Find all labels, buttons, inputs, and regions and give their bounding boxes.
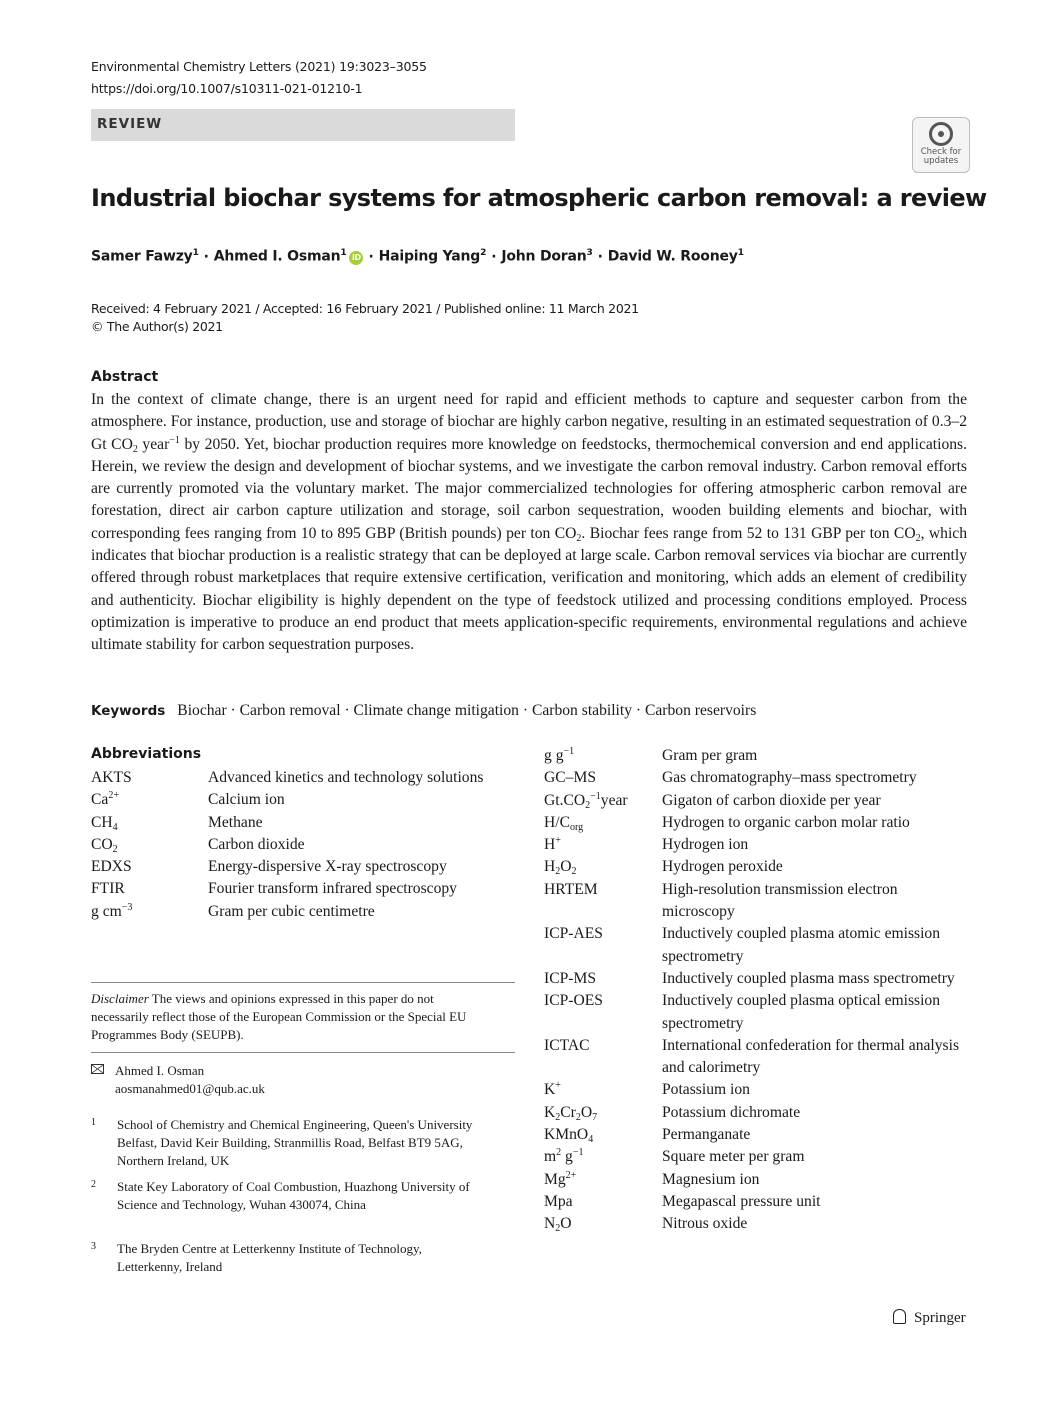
abstract-heading: Abstract: [91, 369, 159, 385]
disclaimer: [91, 990, 491, 1044]
superscript: 2+: [565, 1169, 577, 1181]
abbreviation-term-part: O: [560, 858, 572, 876]
abbreviation-term: [544, 990, 662, 1035]
abbreviation-row: [544, 745, 967, 767]
subscript: 2: [576, 532, 582, 544]
abbreviation-row: [544, 812, 967, 834]
abbreviation-term: [544, 1124, 662, 1146]
author-affiliation-mark: 1: [340, 248, 347, 258]
abbreviation-definition: Magnesium ion: [662, 1170, 760, 1188]
author-name[interactable]: Haiping Yang: [378, 248, 481, 265]
history-dates: Received: 4 February 2021 / Accepted: 16 February 2021 / Published online: 11 March 2021: [91, 301, 639, 316]
abbreviation-definition: Square meter per gram: [662, 1148, 805, 1166]
check-for-updates-button[interactable]: [912, 117, 970, 173]
subscript: 4: [112, 821, 118, 833]
abbreviation-definition: Gas chromatography–mass spectrometry: [662, 769, 917, 787]
abbreviation-definition: Fourier transform infrared spectroscopy: [208, 880, 457, 898]
author-separator: ·: [368, 248, 374, 265]
abstract-text: [91, 389, 967, 657]
abbreviation-term: [544, 767, 662, 789]
author-separator: ·: [597, 248, 603, 265]
divider: [91, 1052, 515, 1053]
abbreviation-term-part: O: [560, 1215, 572, 1233]
abbreviation-definition: Inductively coupled plasma optical emission spectrometry: [662, 992, 941, 1032]
abbreviation-term: [91, 901, 208, 923]
abbreviation-row: [91, 856, 508, 878]
abbreviation-term: [91, 856, 208, 878]
abbreviation-row: [544, 790, 967, 812]
abbreviation-term-part: O: [580, 1103, 593, 1121]
abbreviation-term: [544, 834, 662, 856]
disclaimer-label: Disclaimer: [91, 991, 149, 1006]
abbreviation-definition: Energy-dispersive X-ray spectroscopy: [208, 858, 447, 876]
abbreviation-term-part: g g: [544, 747, 564, 764]
abbreviation-term: [544, 812, 662, 834]
author-affiliation-mark: 1: [192, 248, 199, 258]
abbreviation-row: [544, 1191, 967, 1213]
abbreviation-term-part: EDXS: [91, 858, 132, 876]
abbreviation-row: [91, 878, 508, 900]
subscript: 2: [112, 843, 118, 855]
abstract-part: In the context of climate change, there is an urgent need for rapid and efficient methods to capture and sequester carbon from the atmosphere. For instance, production, use and storage of biochar are highly carbon negative, resulting in an estimated sequestration of 0.3–2 Gt CO: [91, 391, 967, 453]
orcid-icon[interactable]: iD: [349, 251, 363, 265]
copyright-line: © The Author(s) 2021: [91, 319, 223, 334]
journal-citation: Environmental Chemistry Letters (2021) 19:3023–3055: [91, 59, 427, 74]
abbreviation-definition: High-resolution transmission electron microscopy: [662, 880, 898, 921]
subscript: 2: [555, 1223, 561, 1235]
abbreviation-definition: Hydrogen to organic carbon molar ratio: [662, 813, 910, 831]
abbreviation-term: [544, 1035, 662, 1080]
crossmark-icon: [929, 122, 953, 146]
abbreviation-term-part: H: [544, 836, 556, 854]
author-affiliation-mark: 3: [586, 248, 593, 258]
abbreviation-definition: Hydrogen ion: [662, 836, 749, 854]
abbreviation-row: [91, 901, 508, 923]
abbreviation-term: [91, 812, 208, 834]
abbreviation-row: [91, 834, 508, 856]
keywords: [91, 702, 756, 720]
abbreviation-term-part: K: [544, 1103, 556, 1121]
abbreviation-term-part: Gt.CO: [544, 791, 586, 809]
abbreviation-row: [544, 1102, 967, 1124]
author-affiliation-mark: 1: [737, 248, 744, 258]
abbreviation-term-part: HRTEM: [544, 880, 598, 898]
abbreviation-term: [544, 1102, 662, 1124]
abbreviation-term-part: Mpa: [544, 1192, 573, 1210]
abbreviation-definition: Carbon dioxide: [208, 835, 305, 853]
abbreviation-row: [544, 968, 967, 990]
subscript: 2: [571, 866, 577, 878]
abbreviation-row: [91, 789, 508, 811]
superscript: +: [555, 1080, 561, 1092]
abbreviation-definition: International confederation for thermal analysis and calorimetry: [662, 1036, 960, 1077]
superscript: 2+: [108, 790, 119, 802]
affiliation-number: 1: [91, 1117, 96, 1128]
abbreviation-definition: Calcium ion: [208, 791, 285, 809]
abbreviation-term-part: ICP-MS: [544, 969, 596, 987]
divider: [91, 982, 515, 983]
abbreviation-definition: Inductively coupled plasma mass spectrometry: [662, 969, 955, 987]
section-label: REVIEW: [97, 116, 163, 132]
subscript: org: [570, 821, 584, 833]
subscript: 2: [555, 1111, 561, 1123]
abbreviation-row: [544, 767, 967, 789]
superscript: 2: [556, 1147, 562, 1159]
abbreviation-definition: Hydrogen peroxide: [662, 858, 783, 876]
abbreviation-term-part: ICTAC: [544, 1036, 590, 1054]
abbreviation-row: [544, 1035, 967, 1080]
abbreviation-row: [544, 856, 967, 878]
abbreviation-term-part: N: [544, 1215, 556, 1233]
abbreviation-term: [91, 878, 208, 900]
abbreviation-term: [544, 968, 662, 990]
contact-name: Ahmed I. Osman: [115, 1063, 205, 1078]
abbreviation-term: [544, 1213, 662, 1235]
keywords-list: Biochar · Carbon removal · Climate change mitigation · Carbon stability · Carbon reservoirs: [177, 702, 757, 719]
abbreviation-term: [544, 856, 662, 878]
abbreviation-term: [544, 1169, 662, 1191]
abbreviation-definition: Advanced kinetics and technology solutions: [208, 769, 484, 786]
affiliation-number: 3: [91, 1241, 96, 1252]
contact-email[interactable]: aosmanahmed01@qub.ac.uk: [115, 1081, 265, 1096]
affiliation-number: 2: [91, 1179, 96, 1190]
abbreviation-term-part: ICP-AES: [544, 925, 603, 943]
abbreviation-term: [91, 767, 208, 789]
springer-horse-icon: [893, 1309, 906, 1324]
doi-link[interactable]: https://doi.org/10.1007/s10311-021-01210-1: [91, 81, 363, 96]
abbreviation-definition: Inductively coupled plasma atomic emission spectrometry: [662, 925, 941, 965]
subscript: 4: [588, 1134, 594, 1146]
abbreviations-right-column: [544, 745, 967, 1236]
abbreviation-term: [91, 834, 208, 856]
abbreviation-definition: Gram per cubic centimetre: [208, 902, 375, 920]
superscript: −1: [563, 746, 575, 757]
abbreviation-row: [544, 1124, 967, 1146]
abbreviation-term-part: Cr: [560, 1103, 576, 1121]
journal-header: [91, 56, 427, 100]
disclaimer-text: The views and opinions expressed in this paper do not necessarily reflect those of the European Commission or the Special EU Programmes Body (SEUPB).: [91, 991, 467, 1042]
abstract-part: year: [137, 435, 170, 453]
abbreviation-term: [544, 879, 662, 924]
abbreviation-definition: Potassium ion: [662, 1081, 750, 1099]
abbreviation-term-part: CH: [91, 813, 113, 831]
abbreviation-term-part: ICP-OES: [544, 992, 603, 1010]
abbreviation-definition: Methane: [208, 813, 263, 831]
subscript: 2: [575, 1111, 581, 1123]
abbreviation-term: [544, 1079, 662, 1101]
subscript: 2: [132, 443, 138, 455]
abbreviation-term-part: year: [600, 791, 628, 809]
abbreviation-term-part: FTIR: [91, 880, 125, 898]
abbreviation-term-part: H/C: [544, 813, 570, 831]
abbreviation-definition: Gigaton of carbon dioxide per year: [662, 791, 881, 809]
author-name[interactable]: Samer Fawzy: [91, 248, 193, 265]
abbreviation-row: [544, 1169, 967, 1191]
author-separator: ·: [203, 248, 209, 265]
abbreviation-term: [91, 789, 208, 811]
abbreviation-row: [544, 834, 967, 856]
abbreviation-row: [544, 1079, 967, 1101]
author-name[interactable]: John Doran: [501, 248, 587, 265]
abbreviations-heading: Abbreviations: [91, 746, 202, 762]
abstract-part: . Biochar fees range from 52 to 131 GBP per ton CO: [581, 524, 916, 542]
superscript: −3: [121, 901, 133, 913]
publisher-name: Springer: [914, 1310, 966, 1326]
abbreviation-term: [544, 923, 662, 968]
superscript: −1: [572, 1147, 584, 1159]
subscript: 2: [585, 799, 591, 811]
subscript: 7: [592, 1111, 598, 1123]
abbreviation-row: [91, 767, 508, 789]
abbreviation-row: [544, 990, 967, 1035]
author-affiliation-mark: 2: [480, 248, 487, 258]
abbreviation-term-part: CO: [91, 835, 113, 853]
check-updates-label: Check for updates: [920, 147, 962, 166]
affiliation-text: School of Chemistry and Chemical Engineering, Queen's University Belfast, David Keir Building, Stranmillis Road, Belfast BT9 5AG, Northern Ireland, UK: [117, 1117, 473, 1168]
keywords-label: Keywords: [91, 703, 166, 719]
abbreviation-term: [544, 745, 662, 767]
subscript: 2: [555, 866, 561, 878]
abbreviation-row: [91, 812, 508, 834]
affiliation-text: The Bryden Centre at Letterkenny Institute of Technology, Letterkenny, Ireland: [117, 1241, 422, 1274]
abbreviation-term-part: K: [544, 1081, 556, 1099]
superscript: +: [555, 835, 561, 847]
abstract-part: by 2050. Yet, biochar production requires more knowledge on feedstocks, thermochemical conversion and end applications. Herein, we review the design and development of biochar systems, and we investigate the carbon removal industry. Carbon removal efforts are currently promoted via the voluntary market. The major commercialized technologies for offering atmospheric carbon removal are forestation, direct air carbon capture utilization and storage, soil carbon sequestration, wooden building elements and biochar, with corresponding fees ranging from 10 to 895 GBP (British pounds) per ton CO: [91, 435, 968, 542]
publication-dates: [91, 300, 639, 336]
superscript: −1: [590, 790, 601, 802]
abbreviation-term: [544, 1146, 662, 1168]
abbreviation-term: [544, 1191, 662, 1213]
abbreviation-definition: Gram per gram: [662, 747, 758, 764]
abbreviations-left-column: [91, 767, 508, 923]
abbreviation-definition: Nitrous oxide: [662, 1215, 748, 1233]
article-title: Industrial biochar systems for atmospheric carbon removal: a review: [91, 184, 987, 212]
abbreviation-term-part: GC–MS: [544, 769, 596, 787]
abbreviation-term: [544, 790, 662, 812]
abbreviation-term-part: Mg: [544, 1170, 566, 1188]
superscript: −1: [169, 434, 180, 446]
author-name[interactable]: Ahmed I. Osman: [213, 248, 341, 265]
author-name[interactable]: David W. Rooney: [607, 248, 738, 265]
abbreviation-term-part: Ca: [91, 791, 109, 809]
abbreviation-term-part: g cm: [91, 902, 122, 920]
abbreviation-term-part: g: [561, 1148, 573, 1166]
author-separator: ·: [491, 248, 497, 265]
abbreviation-row: [544, 1213, 967, 1235]
abbreviation-definition: Potassium dichromate: [662, 1103, 801, 1121]
abbreviation-row: [544, 879, 967, 924]
abbreviation-row: [544, 923, 967, 968]
abbreviation-definition: Permanganate: [662, 1126, 751, 1144]
abbreviation-term-part: H: [544, 858, 556, 876]
envelope-icon: [91, 1064, 104, 1074]
subscript: 2: [915, 532, 921, 544]
author-list: [91, 248, 744, 265]
abbreviation-row: [544, 1146, 967, 1168]
abbreviation-term-part: KMnO: [544, 1126, 589, 1144]
section-banner: [91, 109, 515, 141]
abbreviation-term-part: m: [544, 1148, 557, 1166]
abbreviation-definition: Megapascal pressure unit: [662, 1192, 821, 1210]
affiliation-text: State Key Laboratory of Coal Combustion, Huazhong University of Science and Technology, Wuhan 430074, China: [117, 1179, 470, 1212]
springer-logo[interactable]: [893, 1309, 966, 1327]
abstract-part: , which indicates that biochar production is a realistic strategy that can be deployed at large scale. Carbon removal services via biochar are currently offered through robust marketplaces that require extensive certification, verification and monitoring, which adds an element of credibility and authenticity. Biochar eligibility is highly dependent on the type of feedstock utilized and processing conditions employed. Process optimization is imperative to produce an end product that meets application-specific requirements, environmental regulations and achieve ultimate stability for carbon sequestration purposes.: [91, 524, 968, 654]
abbreviation-term-part: AKTS: [91, 769, 132, 786]
